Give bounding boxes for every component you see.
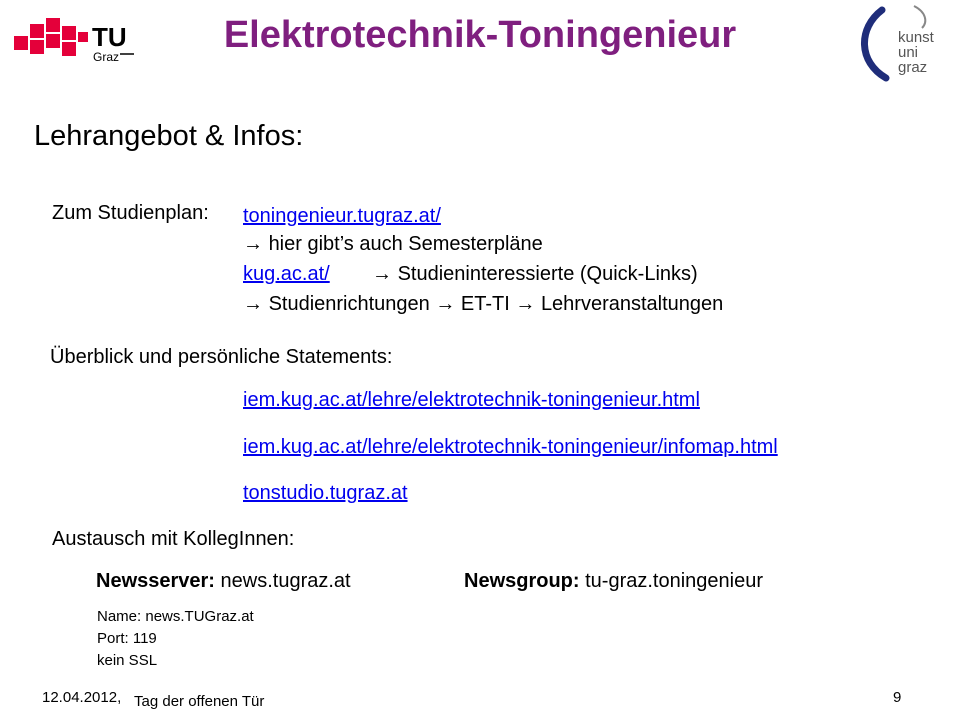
- section-heading: Lehrangebot & Infos:: [34, 120, 304, 152]
- newsgroup-line: [464, 570, 763, 593]
- arrow-right-icon: →: [435, 293, 456, 315]
- kunstuni-graz-logo: [852, 4, 952, 89]
- kug-logo-line1: kunst: [898, 29, 934, 46]
- slide-title: Elektrotechnik-Toningenieur: [223, 14, 737, 56]
- path-step: ET-TI: [460, 293, 510, 315]
- tonstudio-link[interactable]: tonstudio.tugraz.at: [243, 482, 408, 504]
- detail-line: Name: news.TUGraz.at: [97, 608, 254, 625]
- studienplan-label: Zum Studienplan:: [52, 202, 209, 224]
- semesterplaene-text: hier gibt’s auch Semesterpläne: [268, 233, 543, 255]
- path-step: Lehrveranstaltungen: [540, 293, 724, 315]
- arrow-right-icon: →: [515, 293, 536, 315]
- iem-lehre-link[interactable]: iem.kug.ac.at/lehre/elektrotechnik-toningenieur.html: [243, 389, 700, 411]
- footer-event: Tag der offenen Tür: [134, 693, 265, 710]
- kug-logo-line3: graz: [898, 59, 928, 76]
- quick-links-text: Studieninteressierte (Quick-Links): [397, 263, 698, 285]
- arrow-right-icon: →: [243, 293, 263, 315]
- arrow-right-icon: →: [243, 233, 263, 255]
- statements-label: Überblick und persönliche Statements:: [50, 346, 393, 368]
- kug-link[interactable]: kug.ac.at/: [243, 263, 330, 285]
- tu-logo-sub: Graz: [93, 50, 120, 64]
- austausch-label: Austausch mit KollegInnen:: [52, 528, 295, 550]
- semesterplaene-note: [243, 233, 543, 256]
- detail-line: Port: 119: [97, 630, 157, 647]
- page-number: 9: [893, 689, 902, 706]
- newsserver-value: news.tugraz.at: [220, 570, 351, 592]
- quick-links-note: [372, 263, 698, 286]
- newsserver-line: [96, 570, 351, 593]
- iem-infomap-link[interactable]: iem.kug.ac.at/lehre/elektrotechnik-toningenieur/infomap.html: [243, 436, 778, 458]
- newsgroup-value: tu-graz.toningenieur: [585, 570, 764, 592]
- newsgroup-label: Newsgroup:: [464, 570, 580, 592]
- newsserver-label: Newsserver:: [96, 570, 215, 592]
- newsserver-details: [97, 606, 254, 672]
- toningenieur-link[interactable]: toningenieur.tugraz.at/: [243, 205, 441, 227]
- detail-line: kein SSL: [97, 652, 158, 669]
- arrow-right-icon: →: [372, 263, 392, 285]
- path-step: Studienrichtungen: [268, 293, 430, 315]
- kug-logo-line2: uni: [898, 44, 919, 61]
- footer-date: 12.04.2012,: [42, 689, 122, 706]
- navigation-path: [243, 293, 723, 316]
- tu-logo-mark: TU: [92, 22, 127, 52]
